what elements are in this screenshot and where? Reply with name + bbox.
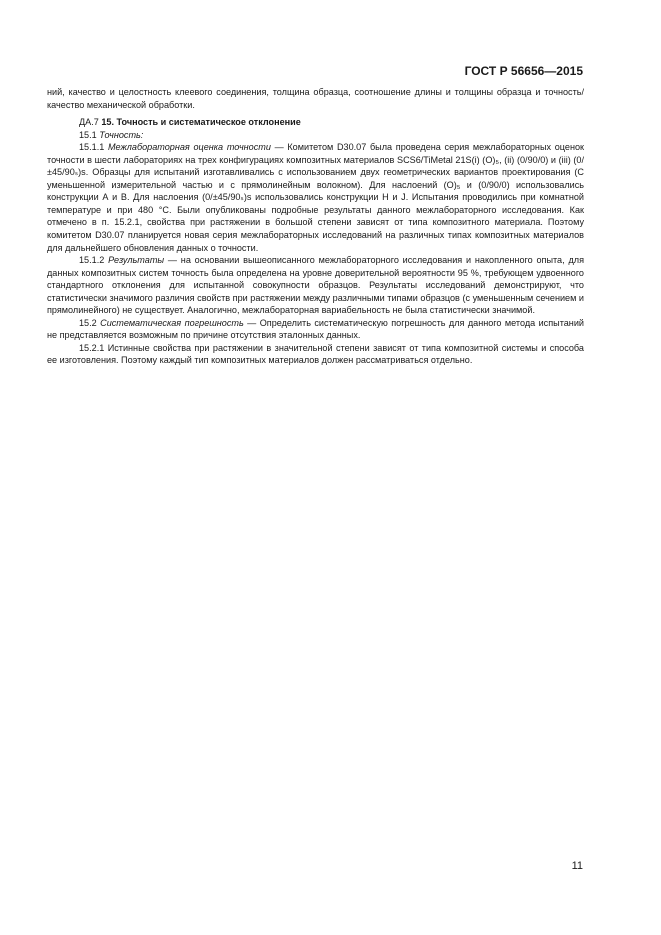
- paragraph-15-1-2: [47, 254, 584, 317]
- page-header-standard-code: ГОСТ Р 56656—2015: [464, 64, 583, 78]
- paragraph-15-1-1-number: 15.1.1: [79, 142, 108, 153]
- paragraph-15-2-1: 15.2.1 Истинные свойства при растяжении в значительной степени зависят от типа композитной системы и способа ее изготовления. Поэтому каждый тип композитных материалов должен рассматриваться отдельно.: [47, 342, 584, 366]
- page-number: 11: [571, 860, 583, 872]
- section-prefix: ДА.7: [79, 117, 102, 128]
- paragraph-15-1-1: [47, 141, 584, 254]
- paragraph-15-2-text: — Определить систематическую погрешность для данного метода испытаний не представляется возможным по причине отсутствия эталонных данных.: [47, 317, 584, 341]
- paragraph-15-1-2-title: Результаты: [108, 255, 165, 266]
- paragraph-15-2-title: Систематическая погрешность: [100, 317, 244, 328]
- document-body: [47, 86, 584, 367]
- subsection-15-1-title: Точность:: [99, 129, 144, 140]
- section-title: 15. Точность и систематическое отклонение: [101, 117, 301, 128]
- paragraph-15-2-number: 15.2: [79, 317, 101, 328]
- paragraph-continuation: ний, качество и целостность клеевого соединения, толщина образца, соотношение длины и толщины образца и точность/качество механической обработки.: [47, 87, 584, 110]
- paragraph-15-1-2-text: — на основании вышеописанного межлабораторного исследования и накопленного опыта, для данных композитных систем точность была определена на уровне доверительной вероятности 95 %, требующем удвоенного стандартного отклонения для испытанной совокупности образцов. Результаты исследований демонстрируют, что статистически значимого различия свойств при растяжении между различными типами образцов (с уменьшенным сечением и прямолинейного) не существует. Аналогично, межлабораторная вариабельность не была статистически значимой.: [47, 255, 584, 316]
- subsection-15-1-number: 15.1: [79, 129, 100, 140]
- paragraph-15-1-2-number: 15.1.2: [79, 255, 109, 266]
- section-heading: [47, 116, 584, 129]
- subsection-15-1: [47, 129, 584, 142]
- paragraph-15-1-1-text: — Комитетом D30.07 была проведена серия межлабораторных оценок точности в шести лабораториях на трех конфигурациях композитных материалов SCS6/TiMetal 21S(i) (O)₅, (ii) (0/90/0) и (iii) (0/±45/90ₛ)s. Образцы для испытаний изготавливались с использованием двух геометрических вариантов проектирования (С уменьшенной измерительной частью и с прямолинейным волокном). Для наслоений (O)₅ и (0/90/0) использовались конструкции А и В. Для наслоения (0/±45/90ₛ)s использовались конструкции Н и J. Испытания проводились при комнатной температуре и при 480 °C. Были опубликованы подробные результаты данного межлабораторного исследования. Как отмечено в п. 15.2.1, свойства при растяжении в большой степени зависят от типа композитного материала. Поэтому комитетом D30.07 планируется новая серия межлабораторных исследований на различных типах композитных материалов для дальнейшего обновления данных о точности.: [47, 142, 585, 253]
- paragraph-15-1-1-title: Межлабораторная оценка точности: [107, 142, 271, 153]
- paragraph-15-2: [47, 317, 584, 342]
